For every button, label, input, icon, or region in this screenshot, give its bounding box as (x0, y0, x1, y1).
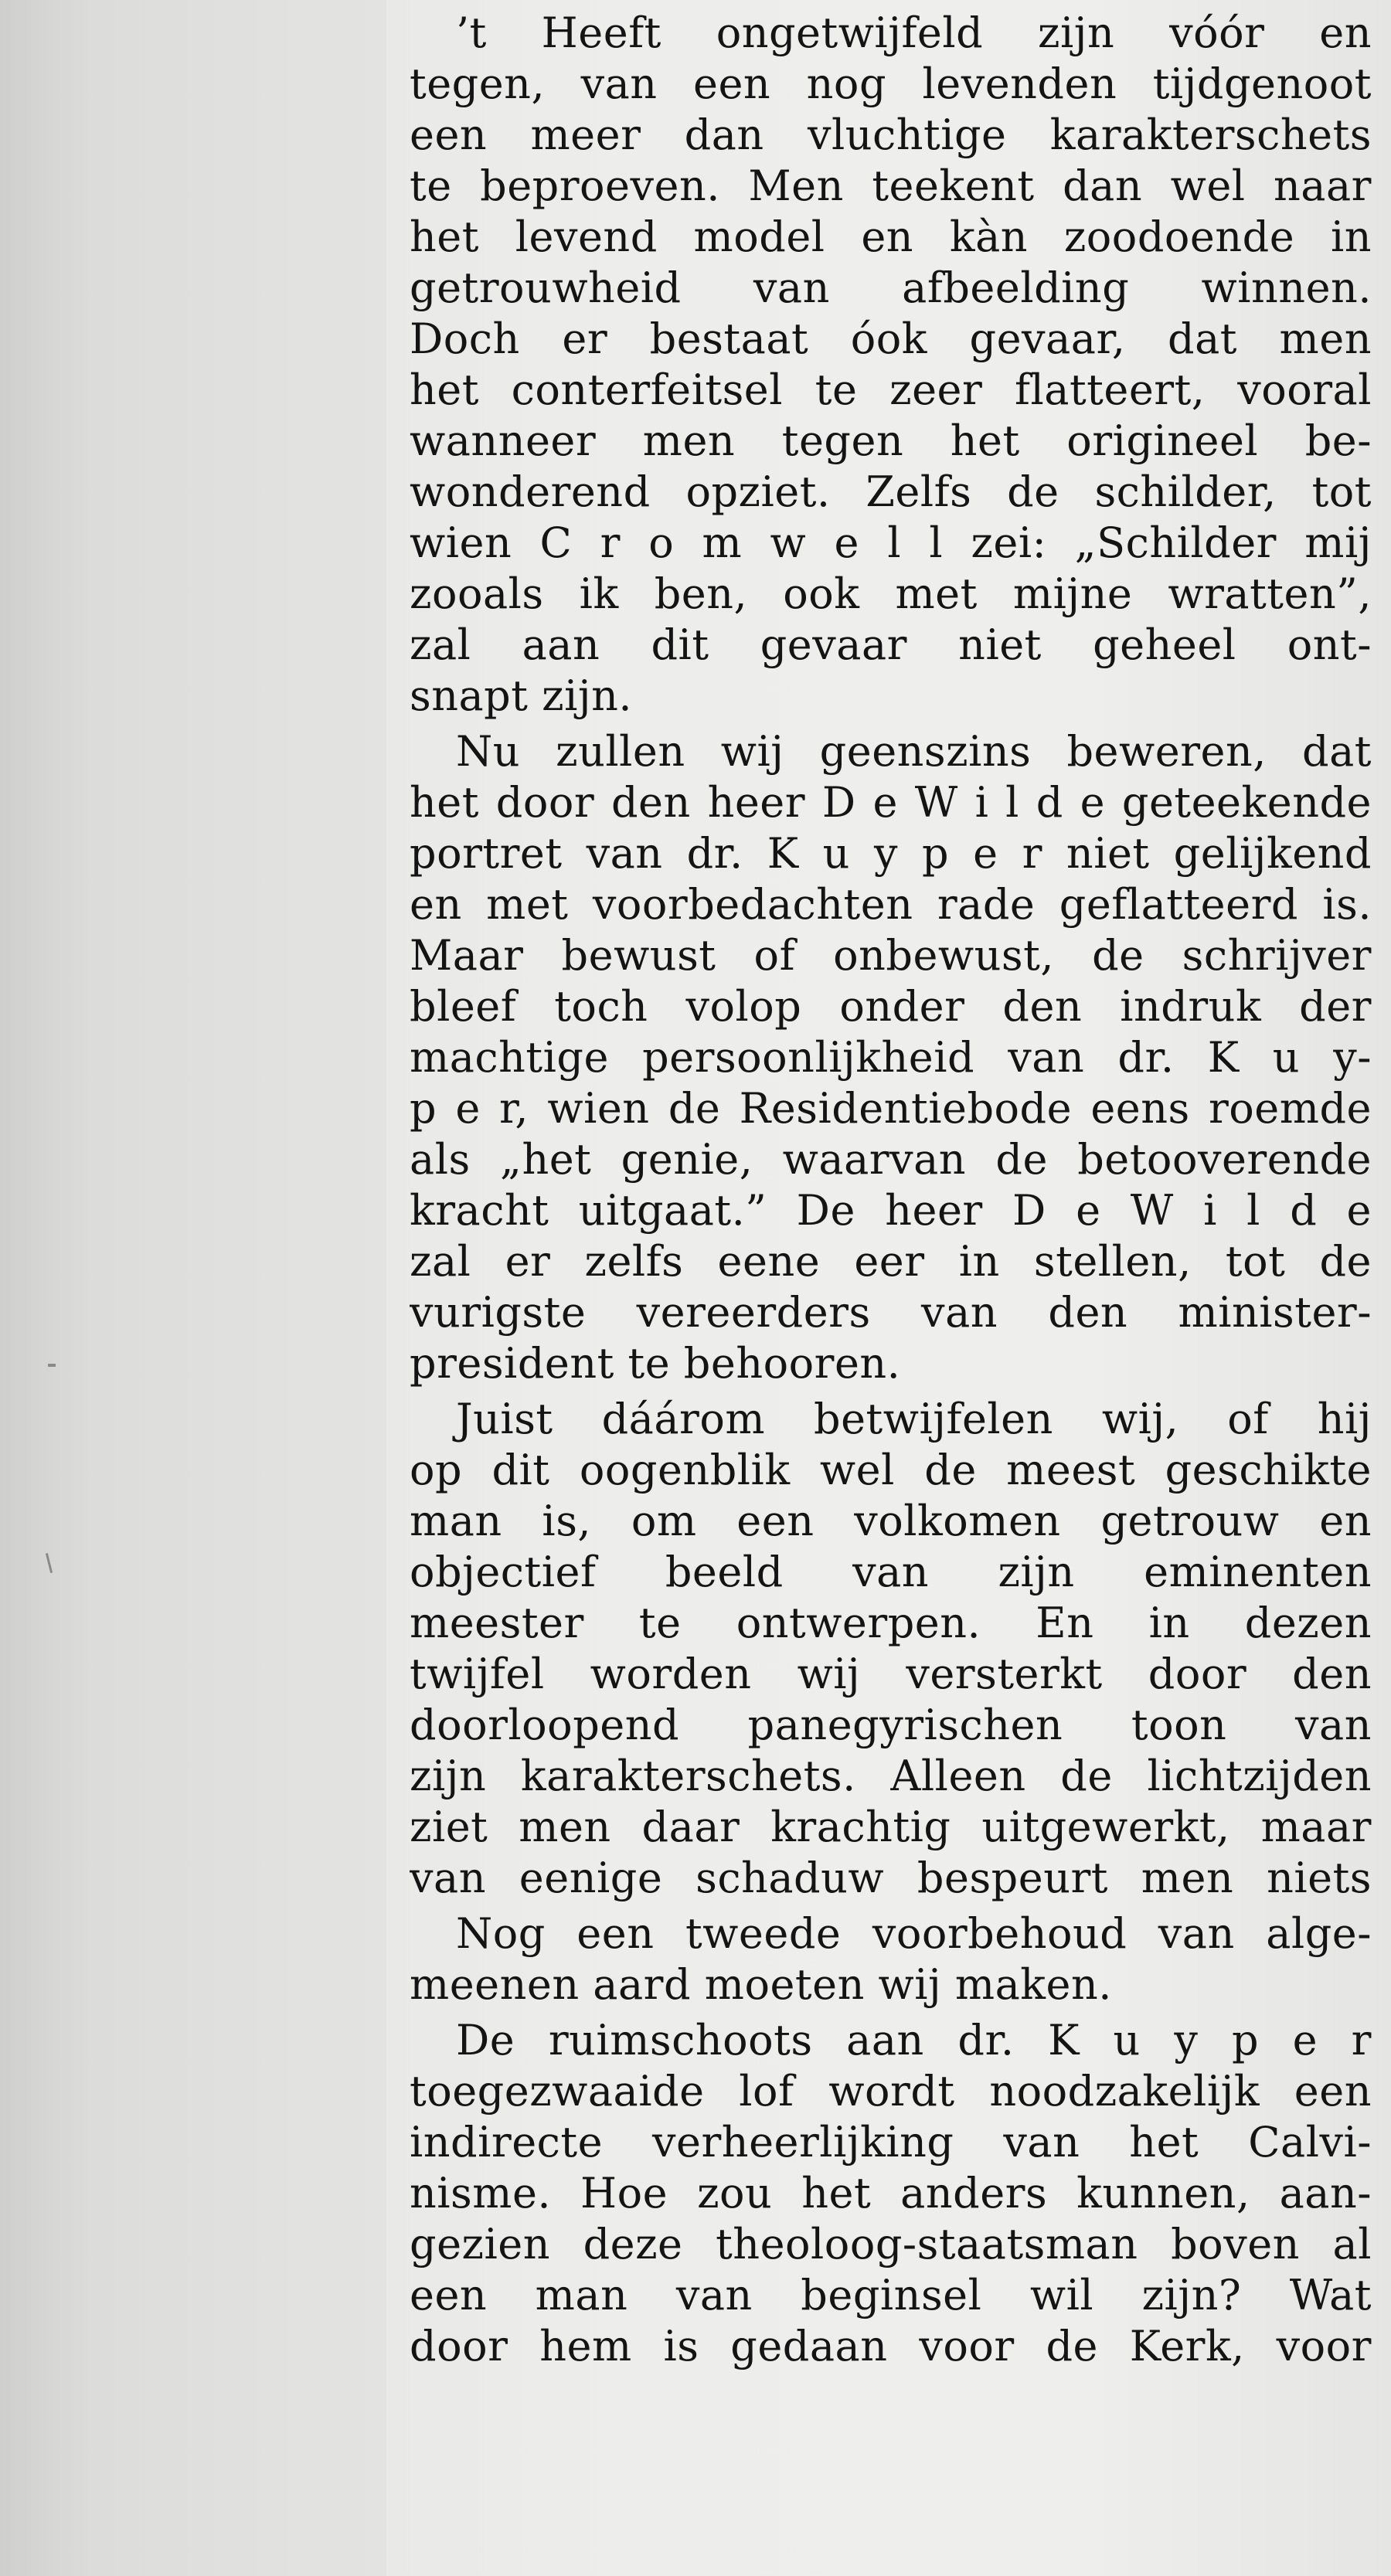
text-line: nisme. Hoe zou het anders kunnen, aan- (410, 2169, 1372, 2217)
text-line: twijfel worden wij versterkt door den (410, 1650, 1372, 1698)
text-line: zal aan dit gevaar niet geheel ont- (410, 620, 1372, 669)
text-line: objectief beeld van zijn eminenten (410, 1548, 1372, 1596)
text-line: door hem is gedaan voor de Kerk, voor (410, 2322, 1372, 2370)
text-line: te beproeven. Men teekent dan wel naar (410, 161, 1372, 210)
text-line: bleef toch volop onder den indruk der (410, 982, 1372, 1031)
text-line: als „het genie, waarvan de betooverende (410, 1135, 1372, 1184)
text-line: Nog een tweede voorbehoud van alge- (456, 1909, 1372, 1958)
text-line: Maar bewust of onbewust, de schrijver (410, 931, 1372, 980)
text-line: wanneer men tegen het origineel be- (410, 416, 1372, 465)
text-line: en met voorbedachten rade geflatteerd is. (410, 880, 1372, 929)
text-line: p e r, wien de Residentiebode eens roemde (410, 1084, 1372, 1133)
text-line: Nu zullen wij geenszins beweren, dat (456, 727, 1372, 776)
text-line: gezien deze theoloog-staatsman boven al (410, 2220, 1372, 2268)
text-line: meenen aard moeten wij maken. (410, 1960, 1112, 2009)
text-line: een man van beginsel wil zijn? Wat (410, 2271, 1372, 2319)
text-line: man is, om een volkomen getrouw en (410, 1497, 1372, 1545)
text-line: kracht uitgaat.” De heer D e W i l d e (410, 1186, 1372, 1235)
text-line: getrouwheid van afbeelding winnen. (410, 263, 1372, 312)
text-line: toegezwaaide lof wordt noodzakelijk een (410, 2067, 1372, 2116)
text-line: wien C r o m w e l l zei: „Schilder mij (410, 518, 1372, 567)
text-line: meester te ontwerpen. En in dezen (410, 1599, 1372, 1647)
text-line: Juist dáárom betwijfelen wij, of hij (456, 1395, 1372, 1443)
text-line: zooals ik ben, ook met mijne wratten”, (410, 569, 1372, 618)
text-line: Doch er bestaat óok gevaar, dat men (410, 314, 1372, 363)
text-line: een meer dan vluchtige karakterschets (410, 110, 1372, 159)
text-line: wonderend opziet. Zelfs de schilder, tot (410, 467, 1372, 516)
article-column (410, 8, 1383, 2573)
text-line: het conterfeitsel te zeer flatteert, vooral (410, 365, 1372, 414)
text-line: van eenige schaduw bespeurt men niets (410, 1854, 1372, 1902)
text-line: president te behooren. (410, 1339, 901, 1388)
text-line: portret van dr. K u y p e r niet gelijkend (410, 829, 1372, 878)
text-line: vurigste vereerders van den minister- (410, 1288, 1372, 1337)
text-line: het levend model en kàn zoodoende in (410, 212, 1372, 261)
margin-mark-dash (48, 1364, 56, 1367)
text-line: indirecte verheerlijking van het Calvi- (410, 2118, 1372, 2166)
text-line: machtige persoonlijkheid van dr. K u y- (410, 1033, 1372, 1082)
text-line: ’t Heeft ongetwijfeld zijn vóór en (456, 8, 1372, 57)
text-line: snapt zijn. (410, 671, 633, 720)
text-line: het door den heer D e W i l d e geteekende (410, 778, 1372, 827)
text-line: ziet men daar krachtig uitgewerkt, maar (410, 1803, 1372, 1851)
text-line: zal er zelfs eene eer in stellen, tot de (410, 1237, 1372, 1286)
text-line: De ruimschoots aan dr. K u y p e r (456, 2016, 1372, 2065)
text-line: op dit oogenblik wel de meest geschikte (410, 1446, 1372, 1494)
text-line: doorloopend panegyrischen toon van (410, 1701, 1372, 1749)
text-line: tegen, van een nog levenden tijdgenoot (410, 59, 1372, 108)
text-line: zijn karakterschets. Alleen de lichtzijden (410, 1752, 1372, 1800)
